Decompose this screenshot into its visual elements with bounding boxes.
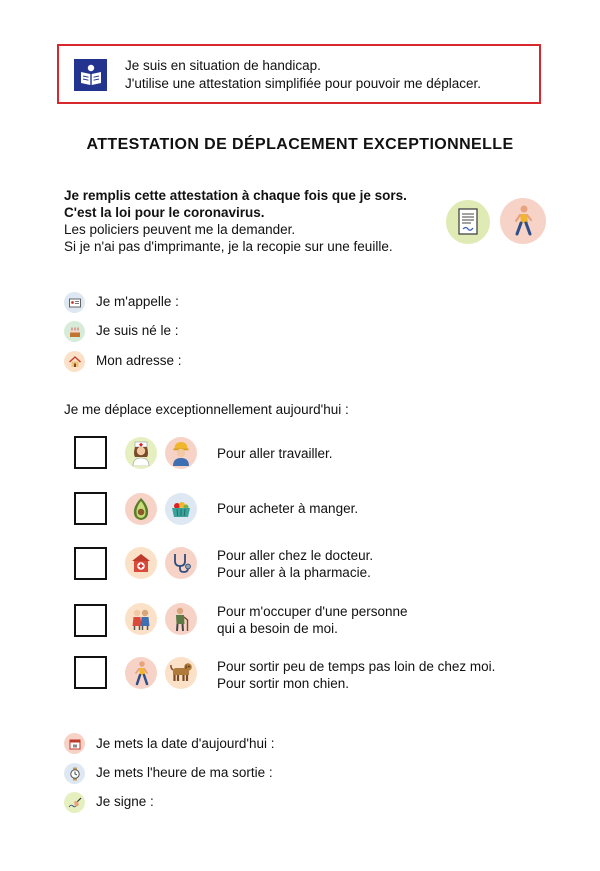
- reason-food-line-1: Pour acheter à manger.: [217, 501, 359, 516]
- pharmacy-icon: [125, 547, 157, 579]
- calendar-icon: [64, 733, 85, 754]
- intro-text: [64, 187, 407, 255]
- dog-icon: [165, 657, 197, 689]
- reason-exercise-line-2: Pour sortir mon chien.: [217, 675, 350, 691]
- checkbox-work[interactable]: [74, 436, 107, 469]
- name-field-label: Je m'appelle :: [96, 294, 179, 309]
- reason-health-line-1: Pour aller chez le docteur.: [217, 548, 374, 563]
- reason-health-line-2: Pour aller à la pharmacie.: [217, 564, 371, 580]
- reason-care-line-2: qui a besoin de moi.: [217, 620, 338, 636]
- birthdate-field-label: Je suis né le :: [96, 323, 179, 338]
- checkbox-food[interactable]: [74, 492, 107, 525]
- reasons-intro: Je me déplace exceptionnellement aujourd'hui :: [64, 402, 349, 417]
- document-icon: [446, 200, 490, 244]
- id-card-icon: [64, 292, 85, 313]
- time-field-label: Je mets l'heure de ma sortie :: [96, 765, 273, 780]
- reason-care-line-1: Pour m'occuper d'une personne: [217, 604, 408, 619]
- reason-work: [217, 446, 333, 463]
- reason-exercise-line-1: Pour sortir peu de temps pas loin de chez moi.: [217, 659, 496, 674]
- intro-line-4: Si je n'ai pas d'imprimante, je la recopie sur une feuille.: [64, 239, 393, 254]
- reason-work-line-1: Pour aller travailler.: [217, 446, 333, 461]
- house-icon: [64, 351, 85, 372]
- watch-icon: [64, 763, 85, 784]
- easy-to-read-icon: [74, 59, 107, 91]
- checkbox-care[interactable]: [74, 604, 107, 637]
- intro-line-1: Je remplis cette attestation à chaque fois que je sors.: [64, 188, 407, 203]
- basket-icon: [165, 493, 197, 525]
- checkbox-health[interactable]: [74, 547, 107, 580]
- reason-care: [217, 604, 408, 637]
- nurse-icon: [125, 437, 157, 469]
- signature-field-label: Je signe :: [96, 794, 154, 809]
- notice-line-1: Je suis en situation de handicap.: [125, 58, 321, 73]
- intro-line-3: Les policiers peuvent me la demander.: [64, 222, 296, 237]
- worker-icon: [165, 437, 197, 469]
- reason-exercise: [217, 659, 495, 692]
- birthday-cake-icon: [64, 321, 85, 342]
- elderly-person-icon: [165, 603, 197, 635]
- signing-hand-icon: [64, 792, 85, 813]
- avocado-icon: [125, 493, 157, 525]
- reason-food: [217, 501, 358, 518]
- walking-person-icon: [500, 198, 546, 244]
- reason-health: [217, 548, 373, 581]
- family-icon: [125, 603, 157, 635]
- accessibility-notice: [57, 44, 541, 104]
- stethoscope-icon: [165, 547, 197, 579]
- date-field-label: Je mets la date d'aujourd'hui :: [96, 736, 275, 751]
- checkbox-exercise[interactable]: [74, 656, 107, 689]
- address-field-label: Mon adresse :: [96, 353, 182, 368]
- walking-person-icon: [125, 657, 157, 689]
- intro-line-2: C'est la loi pour le coronavirus.: [64, 205, 265, 220]
- notice-line-2: J'utilise une attestation simplifiée pour pouvoir me déplacer.: [125, 76, 482, 91]
- page-title: ATTESTATION DE DÉPLACEMENT EXCEPTIONNELLE: [86, 136, 514, 153]
